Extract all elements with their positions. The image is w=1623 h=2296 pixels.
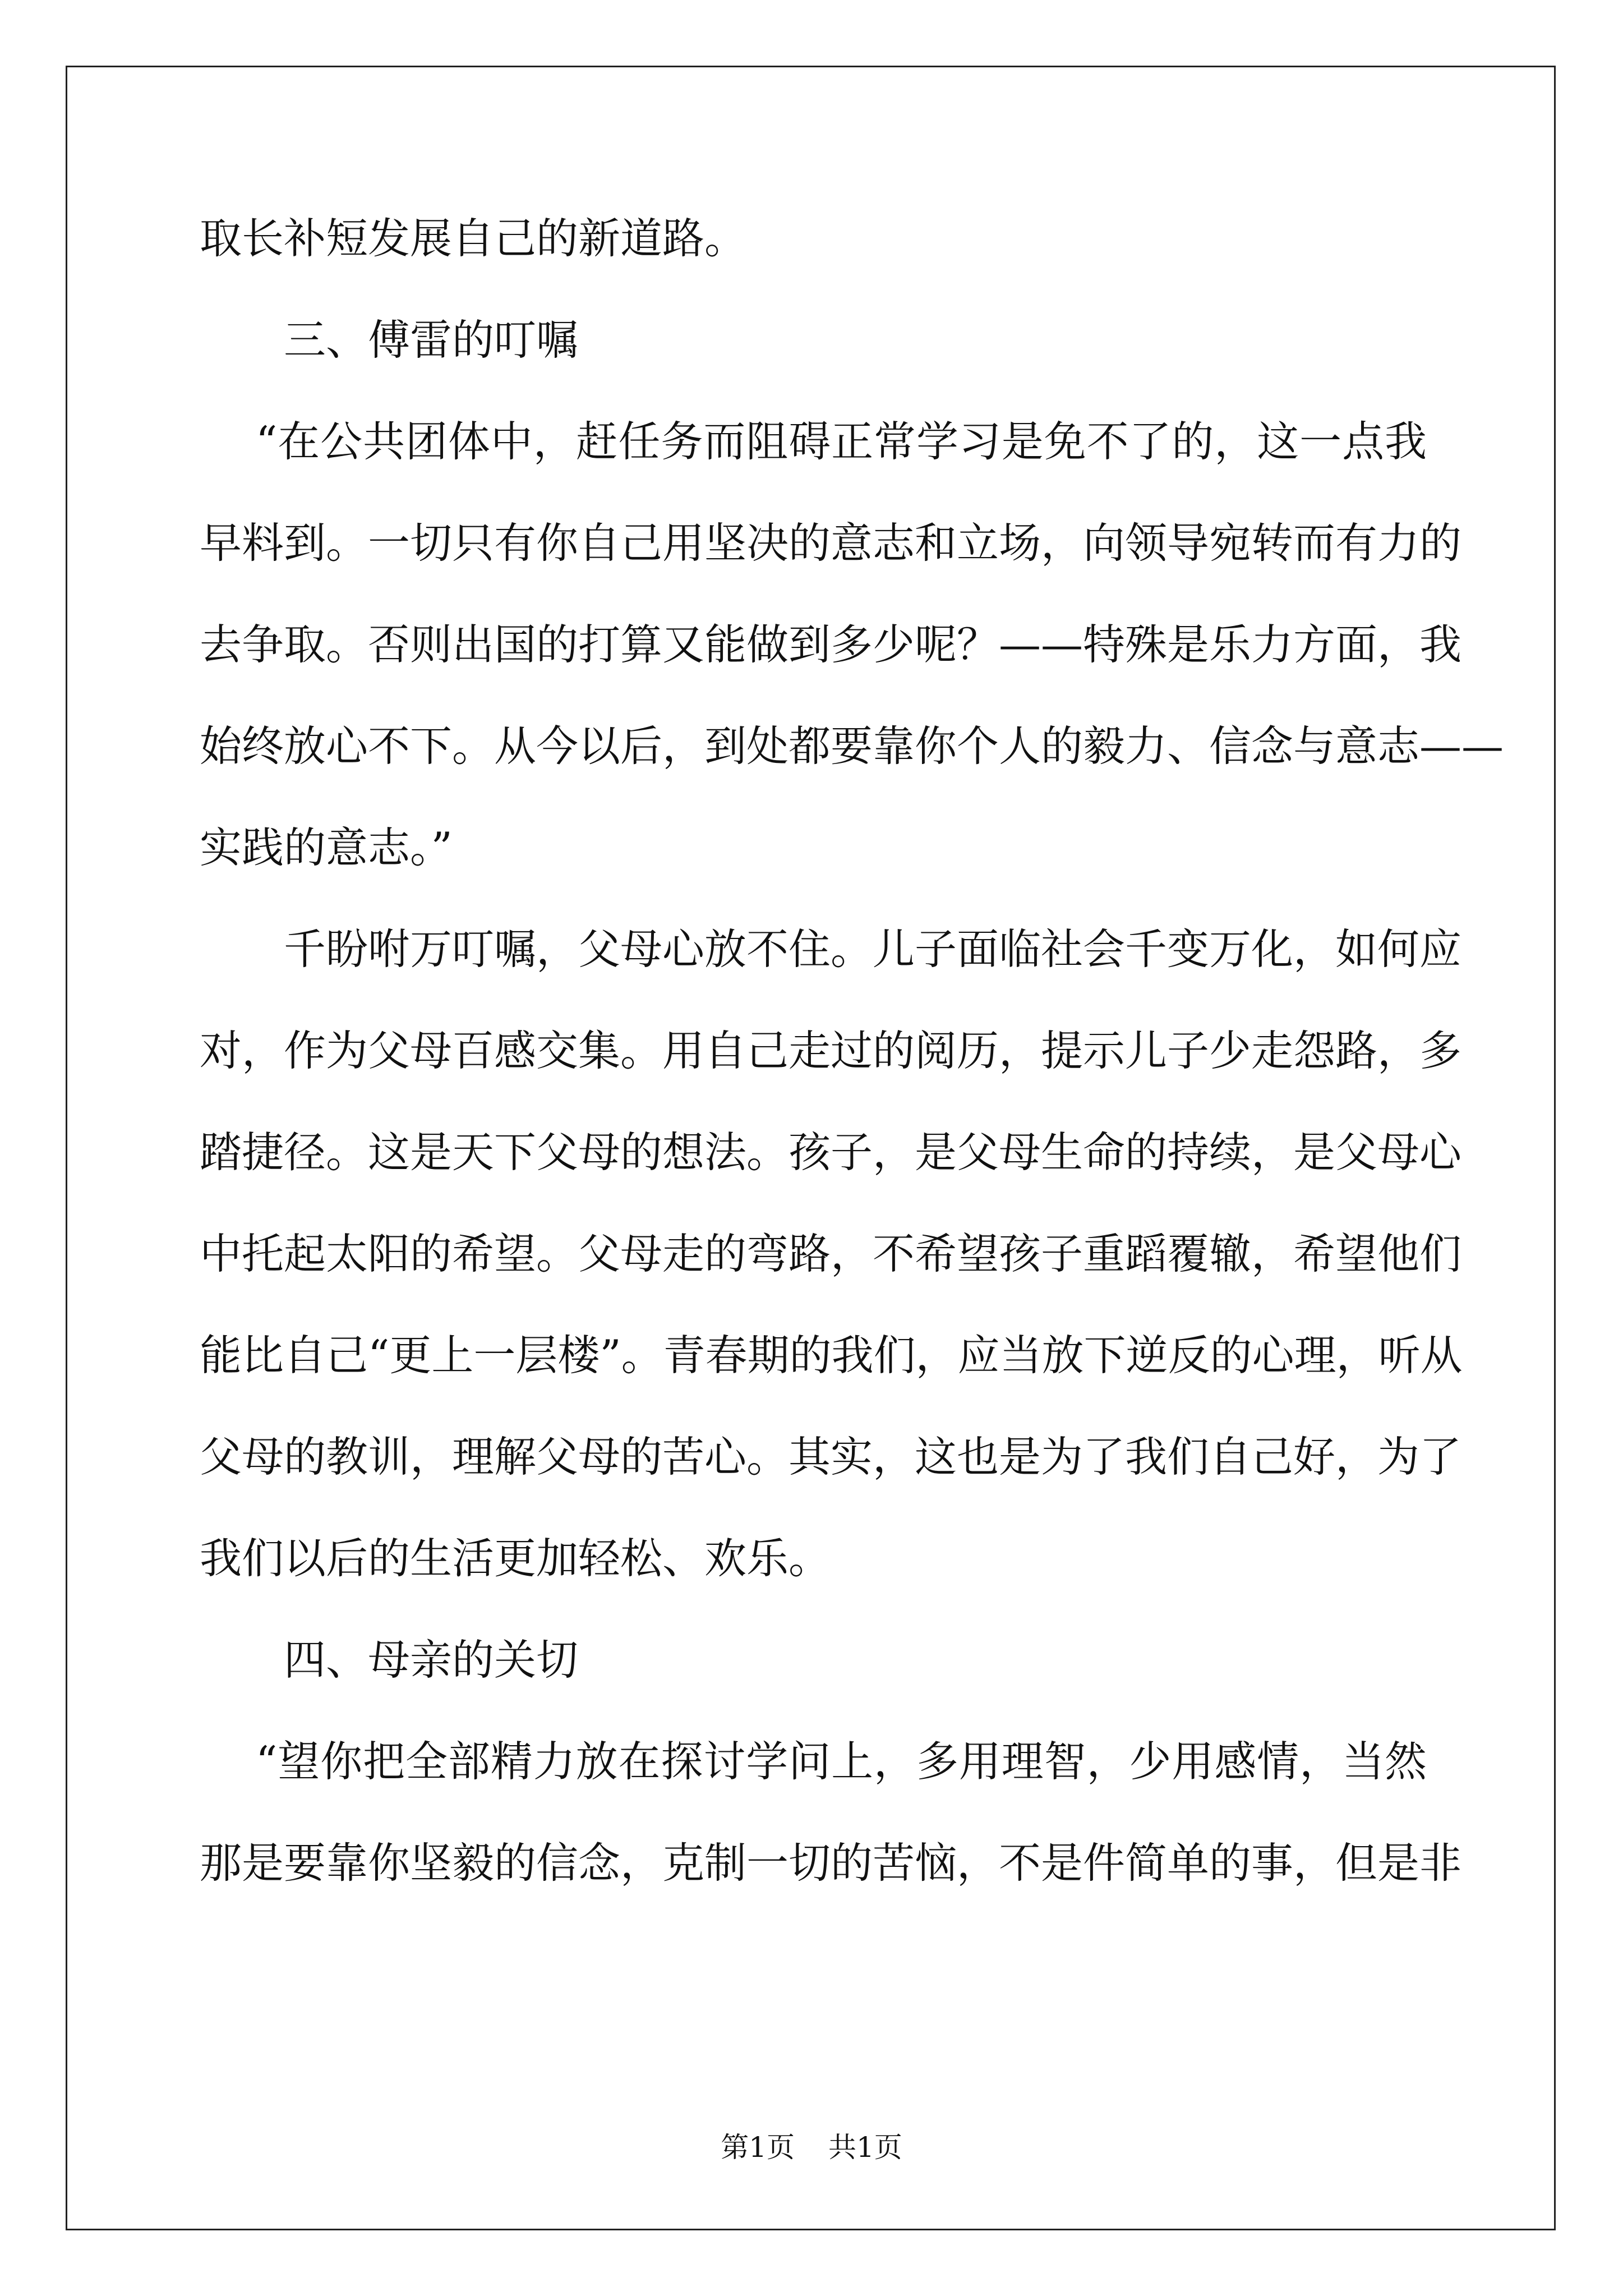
text-line: 始终放心不下。从今以后，到处都要靠你个人的毅力、信念与意志—— [200, 721, 1504, 771]
text-line: 能比自己“更上一层楼”。青春期的我们，应当放下逆反的心理，听从 [200, 1331, 1463, 1380]
page-number: 第1页 [721, 2131, 795, 2164]
text-line: 对，作为父母百感交集。用自己走过的阅历，提示儿子少走怨路，多 [200, 1026, 1462, 1075]
text-line: “望你把全部精力放在探讨学问上，多用理智，少用感情，当然 [256, 1737, 1427, 1786]
text-line: 中托起太阳的希望。父母走的弯路，不希望孩子重蹈覆辙，希望他们 [200, 1229, 1462, 1278]
text-line: 那是要靠你坚毅的信念，克制一切的苦恼，不是件简单的事，但是非 [200, 1838, 1462, 1888]
section-heading: 四、母亲的关切 [284, 1635, 579, 1685]
text-line: 千盼咐万叮嘱，父母心放不住。儿子面临社会千变万化，如何应 [284, 924, 1462, 974]
text-line: 取长补短发展自己的新道路。 [200, 214, 747, 263]
text-line: 实践的意志。” [200, 823, 453, 872]
section-heading: 三、傅雷的叮嘱 [284, 315, 579, 365]
document-body [200, 213, 1504, 1939]
text-line: 踏捷径。这是天下父母的想法。孩子，是父母生命的持续，是父母心 [200, 1128, 1462, 1177]
page-total: 共1页 [828, 2131, 902, 2164]
text-line: “在公共团体中，赶任务而阻碍正常学习是免不了的，这一点我 [256, 417, 1427, 466]
text-line: 我们以后的生活更加轻松、欢乐。 [200, 1534, 831, 1583]
text-line: 父母的教训，理解父母的苦心。其实，这也是为了我们自己好，为了 [200, 1432, 1462, 1481]
text-line: 去争取。否则出国的打算又能做到多少呢？——特殊是乐力方面，我 [200, 620, 1462, 669]
page-footer [0, 2131, 1623, 2164]
text-line: 早料到。一切只有你自己用坚决的意志和立场，向领导宛转而有力的 [200, 518, 1462, 568]
